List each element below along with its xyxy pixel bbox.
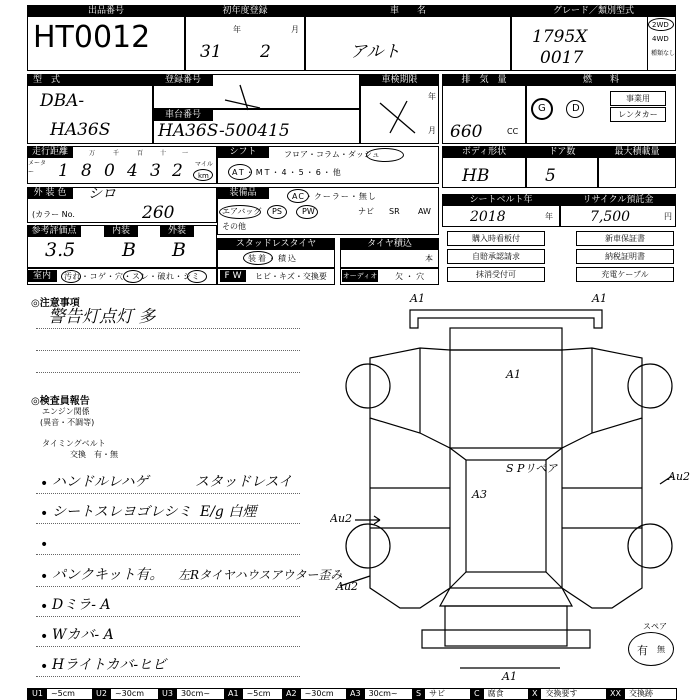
body-value: HB [462, 166, 490, 186]
doors-label: ドア数 [526, 146, 598, 158]
caution-text: 警告灯点灯 多 [48, 307, 156, 327]
note-line-7: Hライトカバ-ヒビ [52, 657, 167, 673]
caution-rule-2 [36, 350, 300, 351]
mileage-unit-mile: マイル [195, 161, 213, 168]
legend-u3 [158, 688, 214, 700]
drive-none: 種類なし [651, 50, 676, 57]
mileage-digit-6: 2 [172, 161, 183, 181]
shift-dash-circle [366, 148, 404, 162]
interior-cond-items: 汚れ・コゲ・穴・スレ・破れ・シミ [64, 272, 200, 281]
front-glass [450, 328, 562, 350]
legend-value: ~30cm [304, 689, 334, 698]
note-bullet-7: • [40, 659, 49, 675]
score-value: 3.5 [45, 239, 76, 261]
timing-sub: 交換 有・無 [70, 450, 118, 459]
legend-value: ~5cm [246, 689, 271, 698]
year-unit: 年 [233, 25, 241, 34]
fw-label: F W [220, 270, 246, 282]
mileage-unit-km: km [198, 172, 209, 180]
body-label: ボディ形状 [442, 146, 526, 158]
mark-au2-rear-left: Au2 [336, 580, 359, 593]
roof [466, 460, 546, 572]
note-right-2: E/g 白煙 [200, 504, 257, 520]
front-bumper [410, 310, 602, 328]
tire-unit: 本 [425, 254, 433, 263]
mileage-unit-juu: 十 [160, 150, 167, 157]
use-rental: レンタカー [610, 107, 666, 122]
wheel-front-right [628, 364, 672, 408]
legend-xx [606, 688, 657, 700]
tire-load-label: タイヤ積込 [340, 238, 439, 250]
mileage-digit-3: 0 [104, 161, 115, 181]
equip-ac-circle [287, 189, 309, 203]
rear-bumper [422, 630, 590, 648]
mileage-meter: メーター [28, 160, 47, 176]
equip-airbag: エアバッグ [222, 207, 262, 216]
note-bullet-5: • [40, 599, 49, 615]
color-label: 外 装 色 [27, 187, 73, 199]
spare-label: スペア [643, 622, 667, 631]
audio-items: 欠 ・ 穴 [395, 272, 425, 281]
interior-wear-circle [123, 270, 143, 283]
mileage-unit-hyaku: 百 [137, 150, 144, 157]
note-bullet-1: • [40, 476, 49, 492]
exterior-score-value: B [172, 239, 186, 261]
note-line-4: パンクキット有。 [52, 567, 164, 583]
equip-pw: PW [302, 207, 315, 216]
rear-glass [440, 588, 572, 606]
doc-tax-certificate: 納税証明書 [576, 249, 674, 264]
interior-cond-label: 室内 [27, 270, 57, 282]
mileage-unit-ichi: 一 [182, 150, 189, 157]
left-side [370, 418, 450, 608]
note-rule-1 [36, 493, 300, 494]
note-right-1: スタッドレスイ [195, 474, 293, 490]
doc-deregistration: 抹消受付可 [447, 267, 545, 282]
spare-circle [628, 632, 674, 666]
note-line-1: ハンドルレハゲ [52, 474, 149, 490]
interior-dirt-circle [61, 270, 81, 283]
reg-no-label: 登録番号 [153, 74, 213, 86]
mark-a1-hood: A1 [506, 368, 521, 381]
car-name-label: 車 名 [305, 5, 511, 17]
note-right-4: 左Rタイヤハウスアウター歪み [178, 568, 343, 582]
wheel-rear-right [628, 524, 672, 568]
note-rule-3 [36, 554, 300, 555]
recycle-value: 7,500 [590, 209, 631, 225]
color-code: 260 [142, 203, 175, 223]
note-rule-4 [36, 586, 300, 587]
caution-title: ◎注意事項 [31, 298, 80, 309]
mileage-unit-sen: 千 [113, 150, 120, 157]
interior-score-value: B [122, 239, 136, 261]
studless-fitted-circle [243, 251, 273, 265]
first-reg-label: 初年度登録 [185, 5, 305, 17]
legend-value: 30cm~ [180, 689, 211, 698]
legend-c [470, 688, 508, 700]
legend-value: サビ [429, 689, 446, 698]
first-reg-month: 2 [260, 42, 271, 62]
exterior-score-label: 外装 [160, 225, 194, 237]
legend-value: 交換跡 [628, 689, 653, 698]
equip-aw: AW [418, 207, 431, 216]
mark-a3-roof: A3 [472, 488, 487, 501]
shift-options: フロア・コラム・ダッシュ [284, 150, 380, 159]
note-rule-2 [36, 523, 300, 524]
lot-label: 出品番号 [27, 5, 185, 17]
legend-key: U3 [158, 688, 177, 700]
note-rule-7 [36, 676, 300, 677]
fuel-label: 燃 料 [526, 74, 676, 86]
seatbelt-label: シートベルト年 [442, 194, 560, 206]
displacement-label: 排 気 量 [442, 74, 526, 86]
recycle-label: リサイクル預託金 [560, 194, 676, 206]
legend-a2 [282, 688, 338, 700]
mark-au2-right: Au2 [668, 470, 691, 483]
yen-unit: 円 [664, 212, 672, 221]
note-rule-6 [36, 646, 300, 647]
chassis-label: 車台番号 [153, 109, 213, 121]
note-bullet-4: • [40, 569, 49, 585]
chassis-value: HA36S-500415 [158, 121, 290, 141]
legend-x [528, 688, 581, 700]
interior-score-label: 内装 [104, 225, 138, 237]
inspection-month-unit: 月 [428, 126, 436, 135]
seatbelt-year-unit: 年 [545, 212, 553, 221]
doc-new-car-warranty: 新車保証書 [576, 231, 674, 246]
doc-insurance-request: 自賠承認請求 [447, 249, 545, 264]
mileage-digit-2: 8 [81, 161, 92, 181]
spare-no: 無 [657, 645, 665, 654]
shift-types: AT・MT・4・5・6・他 [232, 168, 343, 177]
equip-ps-circle [267, 205, 287, 219]
equip-pw-circle [296, 205, 318, 219]
legend-u2 [92, 688, 148, 700]
legend-value: ~30cm [114, 689, 145, 698]
doc-purchase-sign: 購入時看板付 [447, 231, 545, 246]
legend-a3 [346, 688, 402, 700]
displacement-value: 660 [450, 122, 483, 142]
fuel-g: G [538, 103, 546, 114]
note-bullet-3: • [40, 537, 49, 553]
studless-label: スタッドレスタイヤ [217, 238, 335, 250]
lot-number: HT0012 [33, 20, 151, 55]
equip-line1: AC・クーラー・無し [292, 192, 377, 201]
note-bullet-6: • [40, 629, 49, 645]
interior-stain-circle [187, 270, 207, 283]
use-business: 事業用 [610, 91, 666, 106]
legend-key: A1 [224, 688, 243, 700]
legend-key: X [528, 688, 541, 700]
equip-airbag-circle [219, 205, 261, 219]
mark-au2-left: Au2 [330, 512, 353, 525]
car-name: アルト [350, 42, 401, 62]
body-top-outline [370, 348, 642, 448]
legend-key: U1 [28, 688, 47, 700]
audio-label: オーディオ [342, 272, 378, 280]
mileage-digit-5: 3 [150, 161, 161, 181]
equip-ps: PS [272, 207, 282, 216]
color-value: シロ [88, 186, 116, 202]
right-side [562, 418, 642, 608]
mileage-label: 走行距離 [27, 146, 73, 158]
legend-key: A3 [346, 688, 365, 700]
legend-u1 [28, 688, 79, 700]
capacity-label: 最大積載量 [598, 146, 676, 158]
reg-no-cross-icon [220, 82, 290, 112]
legend-key: C [470, 688, 484, 700]
grade-value-2: 0017 [540, 48, 584, 68]
legend-key: A2 [282, 688, 301, 700]
model-label: 型 式 [27, 74, 153, 86]
spare-yes: 有 [637, 644, 648, 657]
doors-value: 5 [545, 166, 556, 186]
equip-other: その他 [222, 222, 246, 231]
legend-value: 交換要す [545, 689, 578, 698]
first-reg-year: 31 [200, 42, 222, 62]
mark-s-repair: S Pリペア [506, 462, 558, 475]
score-label: 参考評価点 [27, 225, 81, 237]
grade-value-1: 1795X [532, 27, 588, 47]
wheel-rear-left [346, 524, 390, 568]
caution-rule-1 [36, 328, 300, 329]
color-code-label: (カラー No. [32, 210, 75, 219]
note-line-2: シートスレヨゴレシミ [52, 504, 192, 520]
legend-key: S [412, 688, 425, 700]
engine-sub: (異音・不調等) [40, 418, 95, 427]
mileage-unit-man: 万 [89, 150, 96, 157]
rear-panel [445, 606, 567, 646]
timing-label: タイミングベルト [42, 439, 106, 448]
note-bullet-2: • [40, 506, 49, 522]
drive-2wd: 2WD [652, 21, 669, 29]
cc-unit: CC [507, 127, 519, 136]
legend-value: 腐食 [487, 689, 504, 698]
legend-value: 30cm~ [368, 689, 398, 698]
mark-a1-bottom: A1 [502, 670, 517, 683]
inspection-label: 車検期限 [360, 74, 439, 86]
model-value-1: DBA- [40, 91, 85, 111]
wheel-front-left [346, 364, 390, 408]
note-line-6: Wカバ- A [52, 627, 114, 643]
engine-label: エンジン関係 [42, 407, 90, 416]
inspection-year-unit: 年 [428, 92, 436, 101]
legend-s [412, 688, 449, 700]
mileage-digit-4: 4 [127, 161, 138, 181]
equip-label: 装備品 [217, 187, 269, 199]
caution-rule-3 [36, 372, 300, 373]
equip-navi: ナビ [358, 207, 374, 216]
legend-key: XX [606, 688, 625, 700]
drive-4wd: 4WD [652, 35, 669, 43]
mark-a1-top-right: A1 [592, 292, 607, 305]
seatbelt-value: 2018 [470, 209, 506, 225]
mileage-digit-1: 1 [58, 161, 69, 181]
inspector-title: ◎検査員報告 [31, 396, 90, 407]
legend-key: U2 [92, 688, 111, 700]
shift-label: シフト [217, 146, 269, 158]
shift-at-circle [228, 164, 252, 180]
inspection-cross-icon [375, 95, 425, 140]
legend-value: ~5cm [50, 689, 75, 698]
studless-options: 装着・積込 [248, 254, 298, 263]
model-value-2: HA36S [50, 120, 111, 140]
note-line-5: Dミラ- A [52, 597, 111, 613]
month-unit: 月 [291, 25, 299, 34]
doc-charge-cable: 充電ケーブル [576, 267, 674, 282]
note-rule-5 [36, 616, 300, 617]
grade-label: グレード／類別型式 [511, 5, 676, 17]
fuel-d: D [572, 103, 580, 114]
mark-a1-top-left: A1 [410, 292, 425, 305]
fw-items: ヒビ・キズ・交換要 [255, 272, 327, 281]
equip-sr: SR [389, 207, 400, 216]
legend-a1 [224, 688, 275, 700]
